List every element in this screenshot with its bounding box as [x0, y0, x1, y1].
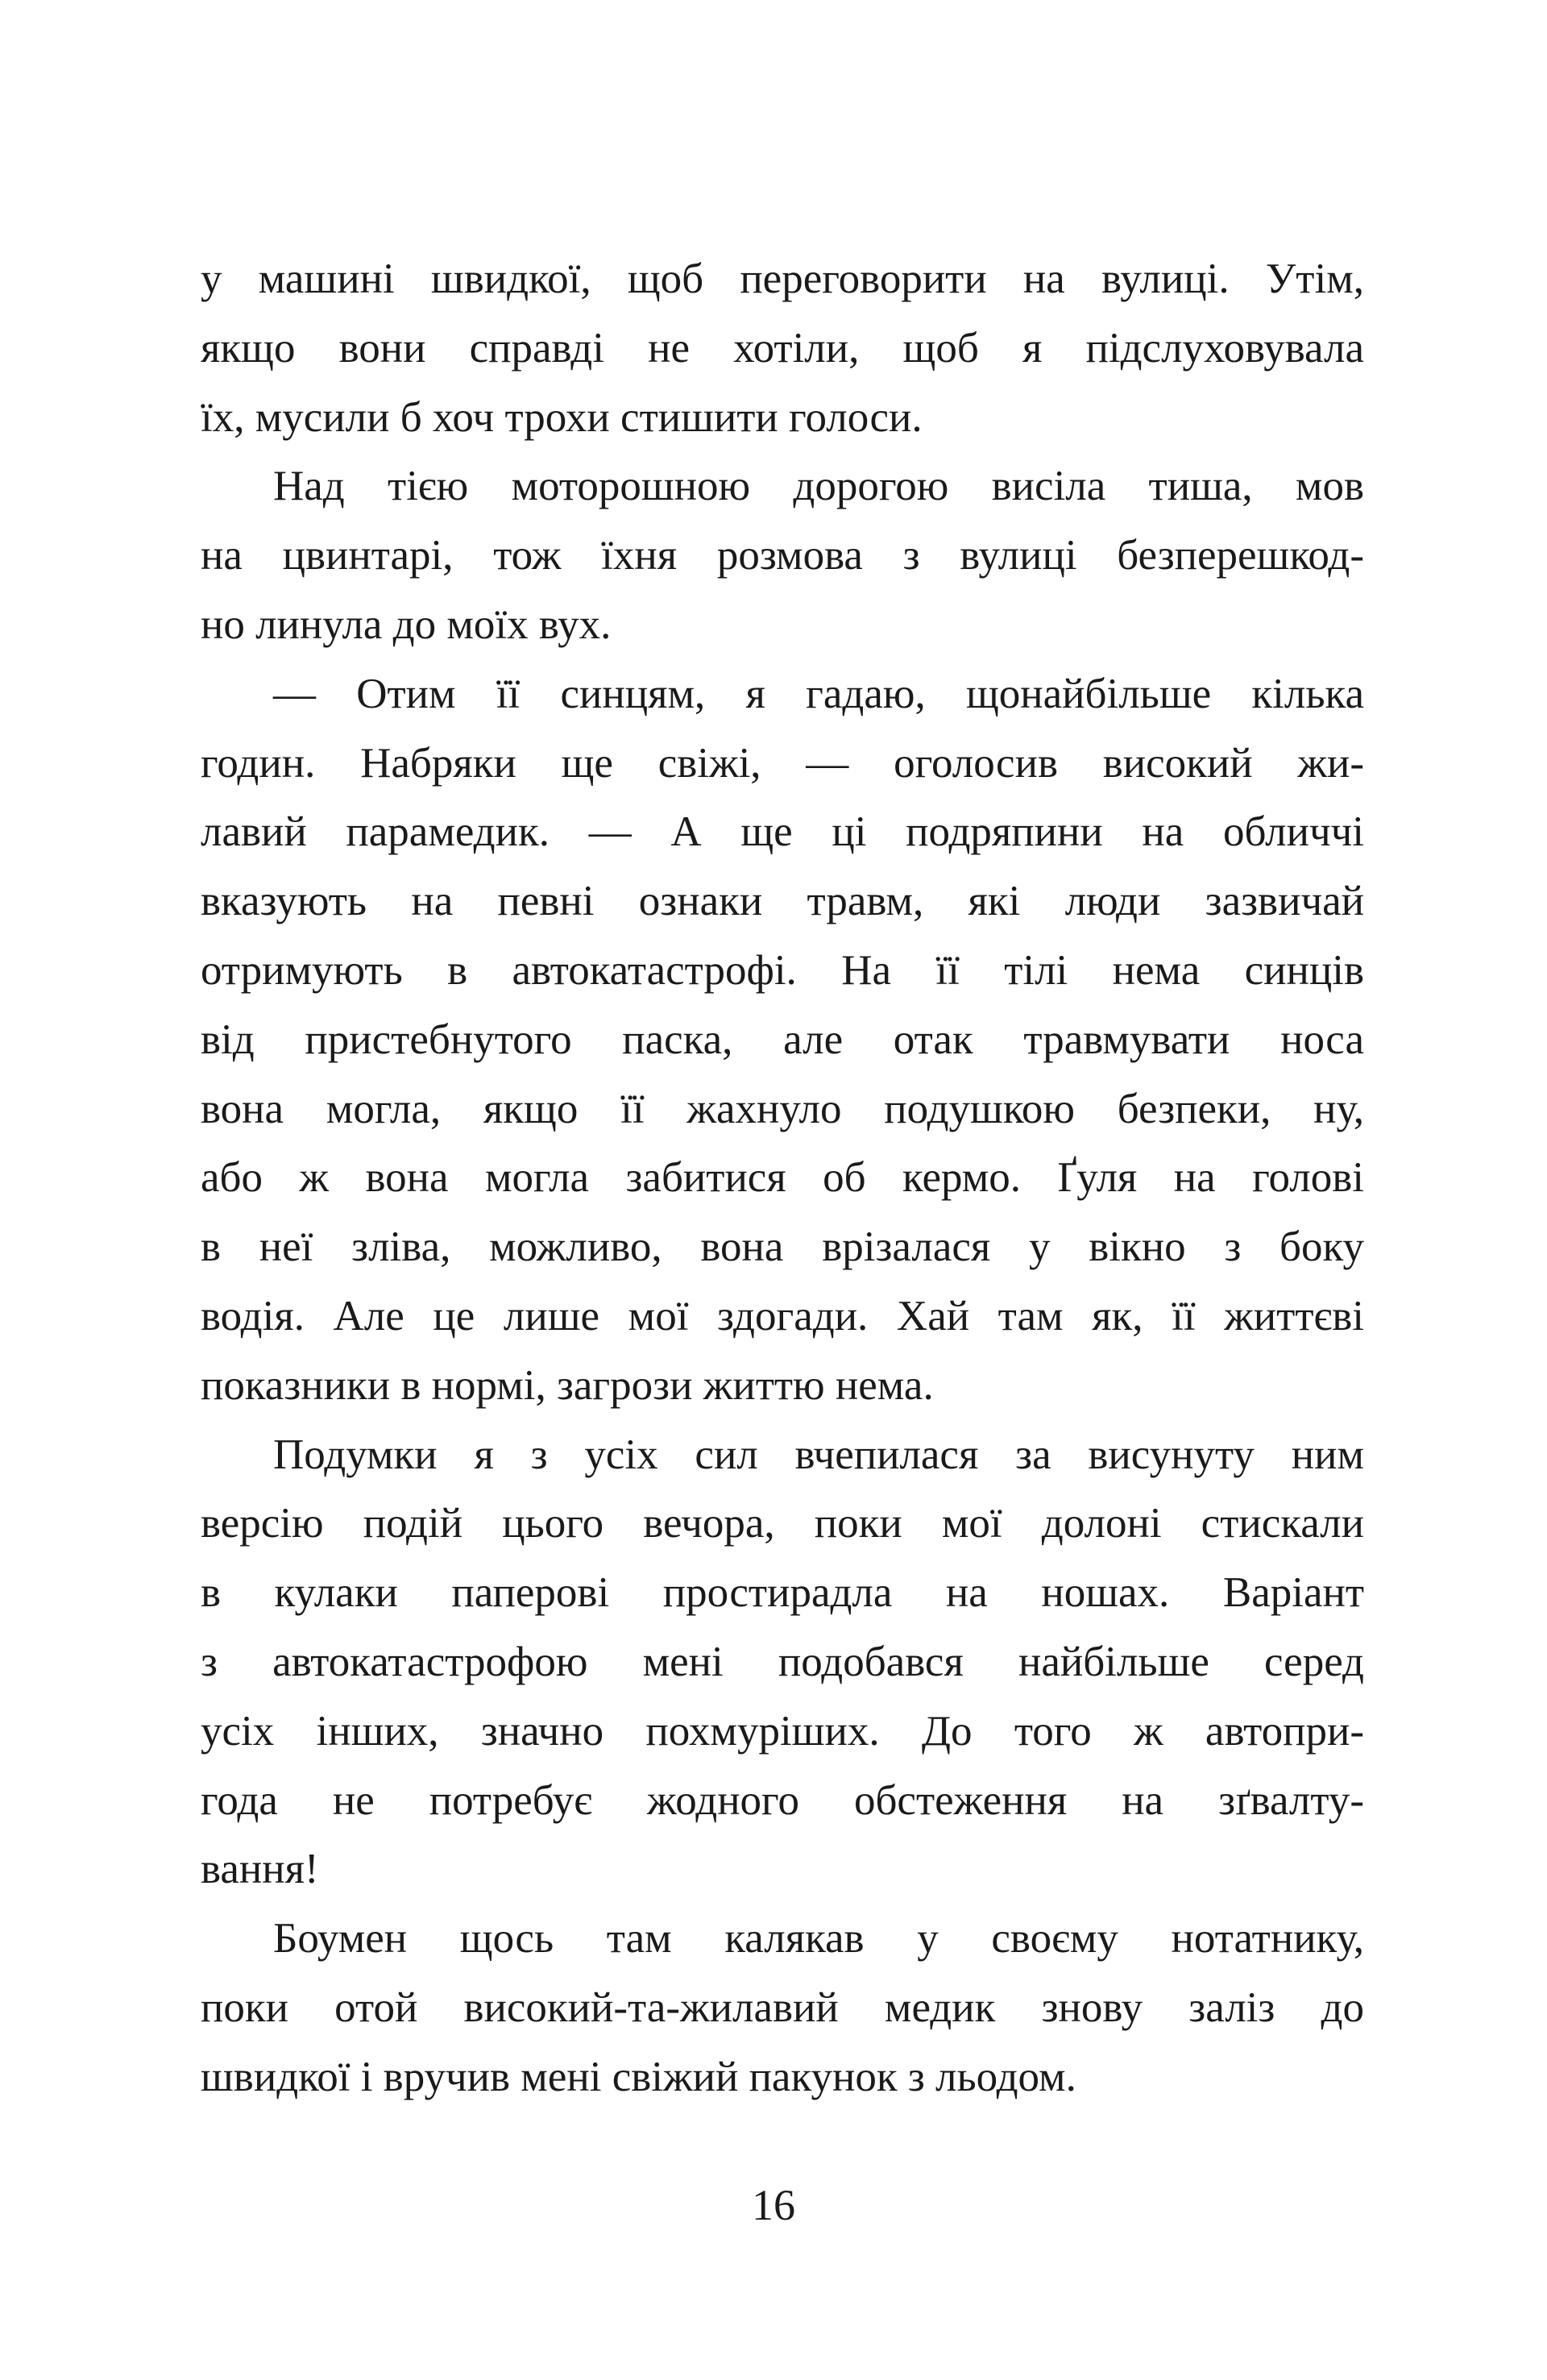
- text-line: усіх інших, значно похмуріших. До того ж автопри-: [201, 1707, 1364, 1755]
- text-line: года не потребує жодного обстеження на зґвалту-: [201, 1776, 1364, 1824]
- text-line: в неї зліва, можливо, вона врізалася у вікно з боку: [201, 1223, 1364, 1271]
- text-line: вона могла, якщо її жахнуло подушкою безпеки, ну,: [201, 1085, 1364, 1132]
- text-line: но линула до моїх вух.: [201, 600, 612, 648]
- text-line: або ж вона могла забитися об кермо. Ґуля на голові: [201, 1154, 1364, 1202]
- text-line: швидкої і вручив мені свіжий пакунок з льодом.: [201, 2053, 1076, 2100]
- paragraph: [201, 452, 1364, 659]
- paragraph: [201, 1421, 1364, 1905]
- text-line: від пристебнутого паска, але отак травмувати носа: [201, 1016, 1364, 1063]
- paragraph: [201, 245, 1364, 452]
- text-line: поки отой високий-та-жилавий медик знову заліз до: [201, 1983, 1364, 2031]
- text-line: вказують на певні ознаки травм, які люди зазвичай: [201, 878, 1364, 925]
- body-text: [201, 245, 1364, 2112]
- text-line: якщо вони справді не хотіли, щоб я підслуховувала: [201, 324, 1364, 372]
- text-line: вання!: [201, 1846, 319, 1893]
- text-line: у машині швидкої, щоб переговорити на вулиці. Утім,: [201, 255, 1364, 302]
- text-line: показники в нормі, загрози життю нема.: [201, 1361, 934, 1409]
- text-line: в кулаки паперові простирадла на ношах. Варіант: [201, 1569, 1364, 1617]
- text-line: водія. Але це лише мої здогади. Хай там як, її життєві: [201, 1292, 1364, 1340]
- paragraph: [201, 1904, 1364, 2112]
- text-line: Боумен щось там калякав у своєму нотатнику,: [273, 1915, 1364, 1963]
- paragraph: [201, 660, 1364, 1421]
- text-line: лавий парамедик. — А ще ці подряпини на обличчі: [201, 808, 1364, 856]
- text-line: Над тією моторошною дорогою висіла тиша, мов: [273, 463, 1364, 510]
- page-number: 16: [752, 2181, 795, 2229]
- text-line: — Отим її синцям, я гадаю, щонайбільше кілька: [273, 670, 1364, 717]
- text-line: версію подій цього вечора, поки мої долоні стискали: [201, 1500, 1364, 1547]
- text-line: їх, мусили б хоч трохи стишити голоси.: [201, 393, 923, 441]
- text-line: отримують в автокатастрофі. На її тілі нема синців: [201, 946, 1364, 994]
- text-line: годин. Набряки ще свіжі, — оголосив високий жи-: [201, 739, 1364, 787]
- text-line: на цвинтарі, тож їхня розмова з вулиці безперешкод-: [201, 532, 1364, 579]
- text-line: з автокатастрофою мені подобався найбільше серед: [201, 1638, 1364, 1685]
- text-line: Подумки я з усіх сил вчепилася за висунуту ним: [273, 1431, 1364, 1478]
